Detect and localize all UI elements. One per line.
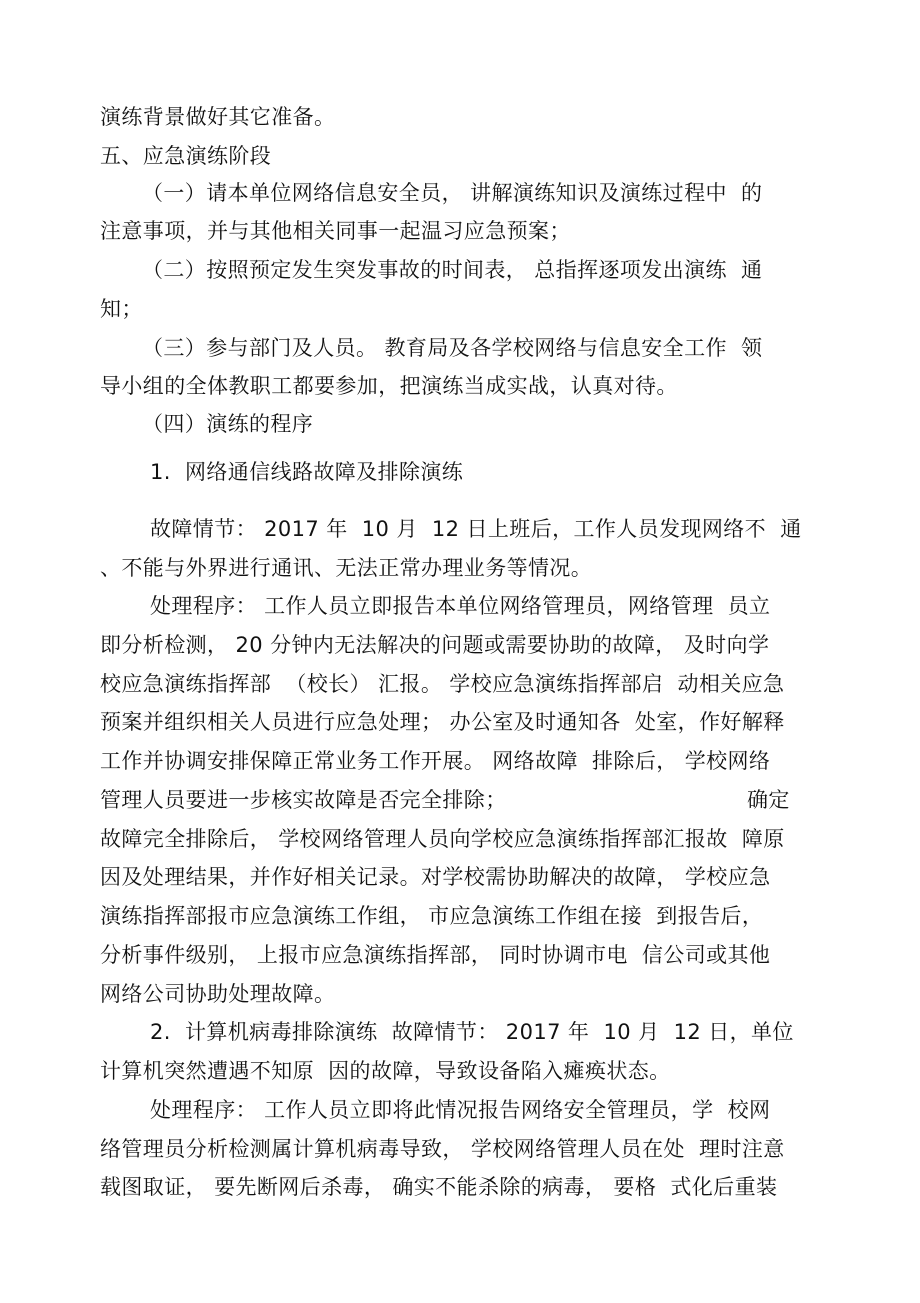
text-line: 故障情节： 2017 年 10 月 12 日上班后，工作人员发现网络不 通 [150,517,802,541]
text-line: 导小组的全体教职工都要参加，把演练当成实战，认真对待。 [100,374,678,398]
text-line: （三）参与部门及人员。 教育局及各学校网络与信息安全工作 领 [142,336,763,360]
text-line: 即分析检测， 20 分钟内无法解决的问题或需要协助的故障， 及时向学 [100,633,770,657]
text-line: 故障完全排除后， 学校网络管理人员向学校应急演练指挥部汇报故 障原 [100,827,785,851]
numbered-heading: 1. 网络通信线路故障及排除演练 [150,460,464,484]
text-line: 分析事件级别， 上报市应急演练指挥部， 同时协调市电 信公司或其他 [100,943,771,967]
text-line: 预案并组织相关人员进行应急处理； 办公室及时通知各 处室，作好解释 [100,710,785,734]
section-heading: 五、应急演练阶段 [100,144,272,168]
text-line: 因及处理结果，并作好相关记录。对学校需协助解决的故障， 学校应急 [100,865,771,889]
text-line: （一）请本单位网络信息安全员， 讲解演练知识及演练过程中 的 [142,181,763,205]
text-line: 处理程序： 工作人员立即将此情况报告网络安全管理员，学 校网 [150,1098,771,1122]
text-line: 计算机突然遭遇不知原 因的故障，导致设备陷入瘫痪状态。 [100,1059,671,1083]
text-line: 管理人员要进一步核实故障是否完全排除； [100,788,507,812]
text-line: 网络公司协助处理故障。 [100,982,336,1006]
text-line: （二）按照预定发生突发事故的时间表， 总指挥逐项发出演练 通 [142,258,763,282]
text-line: 知； [100,297,143,321]
text-line: 工作并协调安排保障正常业务工作开展。 网络故障 排除后， 学校网络 [100,749,771,773]
text-line: （四）演练的程序 [142,412,314,436]
text-line: 络管理员分析检测属计算机病毒导致， 学校网络管理人员在处 理时注意 [100,1137,785,1161]
numbered-heading: 2. 计算机病毒排除演练 故障情节： 2017 年 10 月 12 日，单位 [150,1020,794,1044]
text-line: 处理程序： 工作人员立即报告本单位网络管理员，网络管理 员立 [150,594,771,618]
text-line: 校应急演练指挥部 （校长） 汇报。 学校应急演练指挥部启 动相关应急 [100,672,785,696]
text-line: 、不能与外界进行通讯、无法正常办理业务等情况。 [100,556,593,580]
text-line: 演练背景做好其它准备。 [100,105,336,129]
text-line: 载图取证， 要先断网后杀毒， 确实不能杀除的病毒， 要格 式化后重装 [100,1175,778,1199]
text-line: 演练指挥部报市应急演练工作组， 市应急演练工作组在接 到报告后， [100,904,764,928]
text-line: 确定 [747,788,790,812]
text-line: 注意事项，并与其他相关同事一起温习应急预案； [100,219,571,243]
